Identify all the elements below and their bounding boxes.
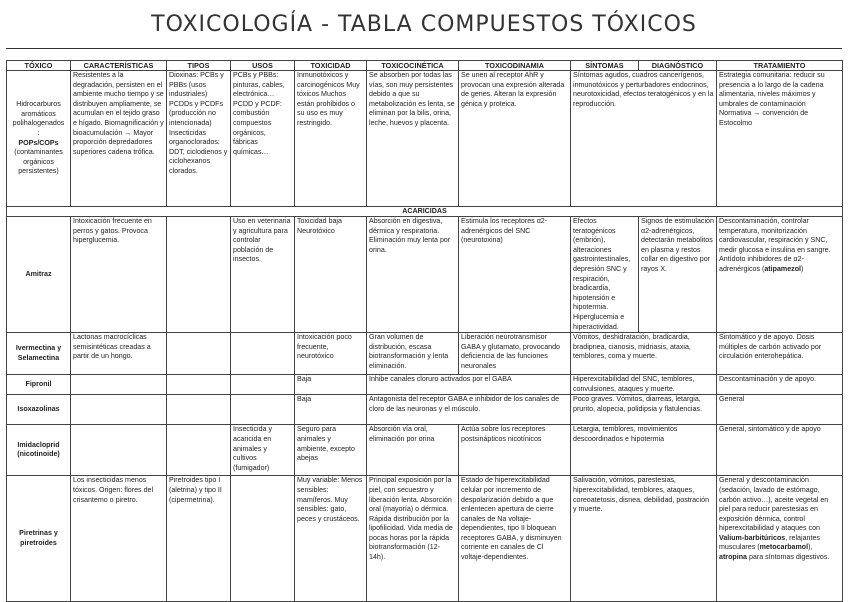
piretrinas-tratamiento-text: General y descontaminación (sedación, lavado de estómago, carbón activo…), aceite vegetal en piel para reducir parestesias en exposición dérmica, control hiperexcitabilidad y ataques con	[719, 476, 829, 533]
pops-toxic-desc: (contaminantes orgánicos persistentes)	[14, 148, 63, 176]
imidacloprid-toxicidad: Seguro para animales y ambiente, excepto abejas	[295, 425, 367, 476]
amitraz-caracteristicas: Intoxicación frecuente en perros y gatos. Provoca hiperglucemia.	[71, 217, 167, 333]
imidacloprid-toxicocinetica: Absorción vía oral, eliminación por orina	[367, 425, 459, 476]
fipronil-tipos	[167, 375, 231, 395]
pops-tipos: Dioxinas: PCBs y PBBs (usos industriales) PCDDs y PCDFs (producción no intencionada) Insecticidas organoclorados: DDT, ciclodienos y ciclohexanos clorados.	[167, 71, 231, 207]
header-tipos: TIPOS	[167, 61, 231, 71]
section-row-acaricidas	[7, 207, 843, 217]
table-row-pops	[7, 71, 843, 207]
ivermectina-caracteristicas: Lactonas macrocíclicas semisintéticas creadas a partir de un hongo.	[71, 333, 167, 375]
table-row-piretrinas	[7, 476, 843, 602]
pops-toxic-name: Hidrocarburos aromáticos polihalogenados	[12, 100, 65, 128]
imidacloprid-usos: Insecticida y acaricida en animales y cultivos (fumigador)	[231, 425, 295, 476]
table-row-ivermectina	[7, 333, 843, 375]
title-divider	[6, 48, 842, 49]
piretrinas-toxicodinamia: Estado de hiperexcitabilidad celular por incremento de despolarización debido a que enlentecen apertura de cierre canales de Na voltaje-dependientes, tipo II bloquean receptores GABA, y disminuyen corriente en canales de Cl voltaje-dependientes.	[459, 476, 571, 602]
piretrinas-tratamiento-end: para síntomas digestivos.	[746, 553, 830, 562]
header-sintomas: SÍNTOMAS	[571, 61, 639, 71]
header-tratamiento: TRATAMIENTO	[717, 61, 843, 71]
ivermectina-toxicidad: Intoxicación poco frecuente, neurotóxico	[295, 333, 367, 375]
pops-tratamiento: Estrategia comunitaria: reducir su presencia a lo largo de la cadena alimentaria, niveles máximos y umbrales de contaminación Normativa → convención de Estocolmo	[717, 71, 843, 207]
header-diagnostico: DIAGNÓSTICO	[639, 61, 717, 71]
ivermectina-toxicodinamia: Liberación neurotransmisor GABA y glutamato, provocando deficiencia de las funciones neuronales	[459, 333, 571, 375]
header-usos: USOS	[231, 61, 295, 71]
piretrinas-drug-atropina: atropina	[719, 553, 747, 562]
amitraz-toxicocinetica: Absorción en digestiva, dérmica y respiratoria. Eliminación muy lenta por orina.	[367, 217, 459, 333]
ivermectina-sintomas: Vómitos, deshidratación, bradicardia, bradipnea, cianosis, midriasis, ataxia, temblores, coma y muerte.	[571, 333, 717, 375]
amitraz-tratamiento-text: Descontaminación, controlar temperatura, monitorización cardiovascular, respiración y SNC, medir glucosa e insulina en sangre. Antídoto inhibidores de α2-adrenérgicos (	[719, 217, 831, 273]
ivermectina-usos	[231, 333, 295, 375]
table-header-row	[7, 61, 843, 71]
fipronil-caracteristicas	[71, 375, 167, 395]
imidacloprid-sintomas: Letargia, temblores, movimientos descoordinados e hipotermia	[571, 425, 717, 476]
imidacloprid-tipos	[167, 425, 231, 476]
pops-toxicocinetica: Se absorben por todas las vías, son muy persistentes debido a que su metabolización es lenta, se eliminan por la bilis, orina, leche, huevos y placenta.	[367, 71, 459, 207]
isoxazolinas-toxicocinetica: Antagonista del receptor GABA e inhibidor de los canales de cloro de las neuronas y el músculo.	[367, 395, 571, 425]
amitraz-sintomas: Efectos teratogénicos (embrión), alteraciones gastrointestinales, depresión SNC y respiración, bradicardia, hipotensión e hipotermia. Hiperglucemia e hiperactividad.	[571, 217, 639, 333]
piretrinas-sintomas: Salivación, vómitos, parestesias, hiperexcitabilidad, temblores, ataques, coreoatetosis, disnea, debilidad, postración y muerte.	[571, 476, 717, 602]
ivermectina-toxicocinetica: Gran volumen de distribución, escasa biotransformación y lenta eliminación.	[367, 333, 459, 375]
isoxazolinas-sintomas: Poco graves. Vómitos, diarreas, letargia, prurito, alopecia, polidipsia y flatulencias.	[571, 395, 717, 425]
fipronil-sintomas: Hiperexcitabilidad del SNC, temblores, convulsiones, ataques y muerte.	[571, 375, 717, 395]
amitraz-tratamiento-end: )	[801, 264, 804, 273]
isoxazolinas-tratamiento: General	[717, 395, 843, 425]
header-toxico: TÓXICO	[7, 61, 71, 71]
fipronil-toxic-name: Fipronil	[25, 379, 52, 388]
amitraz-tipos	[167, 217, 231, 333]
amitraz-diagnostico: Signos de estimulación α2-adrenérgicos, detectarán metabolitos en plasma y restos collar en digestivo por rayos X.	[639, 217, 717, 333]
isoxazolinas-tipos	[167, 395, 231, 425]
imidacloprid-tratamiento: General, sintomático y de apoyo	[717, 425, 843, 476]
piretrinas-tratamiento	[717, 476, 843, 602]
ivermectina-tratamiento: Sintomático y de apoyo. Dosis múltiples de carbón activado por circulación enterohepática.	[717, 333, 843, 375]
isoxazolinas-toxic	[7, 395, 71, 425]
piretrinas-tratamiento-mid2: ),	[808, 543, 813, 552]
header-toxicocinetica: TOXICOCINÉTICA	[367, 61, 459, 71]
table-row-isoxazolinas	[7, 395, 843, 425]
isoxazolinas-toxic-name: Isoxazolinas	[17, 405, 60, 414]
pops-toxicodinamia: Se unen al receptor AhR y provocan una expresión alterada de genes. Alteran la expresión génica y proteica.	[459, 71, 571, 207]
pops-sintomas-diagnostico: Síntomas agudos, cuadros cancerígenos, inmunotóxicos y perturbadores endocrinos, neurotoxicidad, efectos teratogénicos y en la reproducción.	[571, 71, 717, 207]
ivermectina-tipos	[167, 333, 231, 375]
isoxazolinas-toxicidad: Baja	[295, 395, 367, 425]
amitraz-usos: Uso en veterinaria y agricultura para controlar población de insectos.	[231, 217, 295, 333]
amitraz-toxicidad: Toxicidad baja Neurotóxico	[295, 217, 367, 333]
amitraz-antidote: atipamezol	[764, 264, 802, 273]
isoxazolinas-caracteristicas	[71, 395, 167, 425]
fipronil-tratamiento: Descontaminación y de apoyo.	[717, 375, 843, 395]
section-title-acaricidas: ACARICIDAS	[7, 207, 843, 217]
imidacloprid-toxic-name: Imidacloprid (nicotinoide)	[17, 440, 60, 459]
piretrinas-toxicidad: Muy variable: Menos sensibles: mamíferos. Muy sensibles: gato, peces y crustáceos.	[295, 476, 367, 602]
pops-caracteristicas: Resistentes a la degradación, persisten en el ambiente mucho tiempo y se distribuyen ampliamente, se acumulan en el tejido graso e hígado. Biomagnificación y bioacumulación → Mayor proporción depredadores superiores cadena trófica.	[71, 71, 167, 207]
piretrinas-usos	[231, 476, 295, 602]
amitraz-tratamiento	[717, 217, 843, 333]
header-toxicidad: TOXICIDAD	[295, 61, 367, 71]
table-row-amitraz	[7, 217, 843, 333]
pops-usos: PCBs y PBBs: pinturas, cables, electrónica… PCDD y PCDF: combustión compuestos orgánicos, fábricas químicas…	[231, 71, 295, 207]
piretrinas-toxicocinetica: Principal exposición por la piel, con secuestro y liberación lenta. Absorción oral (mayoría) o dérmica. Rápida distribución por la lipofilicidad. Vida media de pocas horas por la rápida biotransformación (12-14h).	[367, 476, 459, 602]
piretrinas-caracteristicas: Los insecticidas menos tóxicos. Origen: flores del crisantemo o piretro.	[71, 476, 167, 602]
fipronil-usos	[231, 375, 295, 395]
pops-toxic-abbrev: POPs/COPs	[18, 138, 59, 147]
pops-toxic-cell	[7, 71, 71, 207]
piretrinas-toxic-name: Piretrinas y piretroides	[19, 529, 58, 547]
amitraz-toxicodinamia: Estimula los receptores α2-adrenérgicos del SNC (neurotoxina)	[459, 217, 571, 333]
piretrinas-drug-metocarbamol: metocarbamol	[759, 543, 809, 552]
fipronil-toxic	[7, 375, 71, 395]
ivermectina-toxic	[7, 333, 71, 375]
toxic-compounds-table	[6, 60, 843, 602]
piretrinas-toxic	[7, 476, 71, 602]
fipronil-toxicocinetica: Inhibe canales cloruro activados por el GABA	[367, 375, 571, 395]
page-title: TOXICOLOGÍA - TABLA COMPUESTOS TÓXICOS	[151, 12, 697, 37]
fipronil-toxicidad: Baja	[295, 375, 367, 395]
header-toxicodinamia: TOXICODINAMIA	[459, 61, 571, 71]
imidacloprid-toxicodinamia: Actúa sobre los receptores postsinápticos nicotínicos	[459, 425, 571, 476]
table-row-imidacloprid	[7, 425, 843, 476]
header-caracteristicas: CARACTERÍSTICAS	[71, 61, 167, 71]
piretrinas-tipos: Piretroides tipo I (aletrina) y tipo II (cipermetrina).	[167, 476, 231, 602]
imidacloprid-toxic	[7, 425, 71, 476]
piretrinas-tratamiento-mid: , relajantes musculares (	[719, 533, 820, 552]
piretrinas-drug-valium: Valium-barbitúricos	[719, 533, 786, 542]
ivermectina-toxic-name: Ivermectina y Selamectina	[15, 344, 62, 362]
isoxazolinas-usos	[231, 395, 295, 425]
table-row-fipronil	[7, 375, 843, 395]
pops-toxicidad: Inmunotóxicos y carcinogénicos Muy tóxicos Muchos están prohibidos o su uso es muy restringido.	[295, 71, 367, 207]
imidacloprid-caracteristicas	[71, 425, 167, 476]
pops-toxic-colon: :	[37, 128, 40, 137]
amitraz-toxic-name: Amitraz	[25, 269, 52, 278]
amitraz-toxic	[7, 217, 71, 333]
